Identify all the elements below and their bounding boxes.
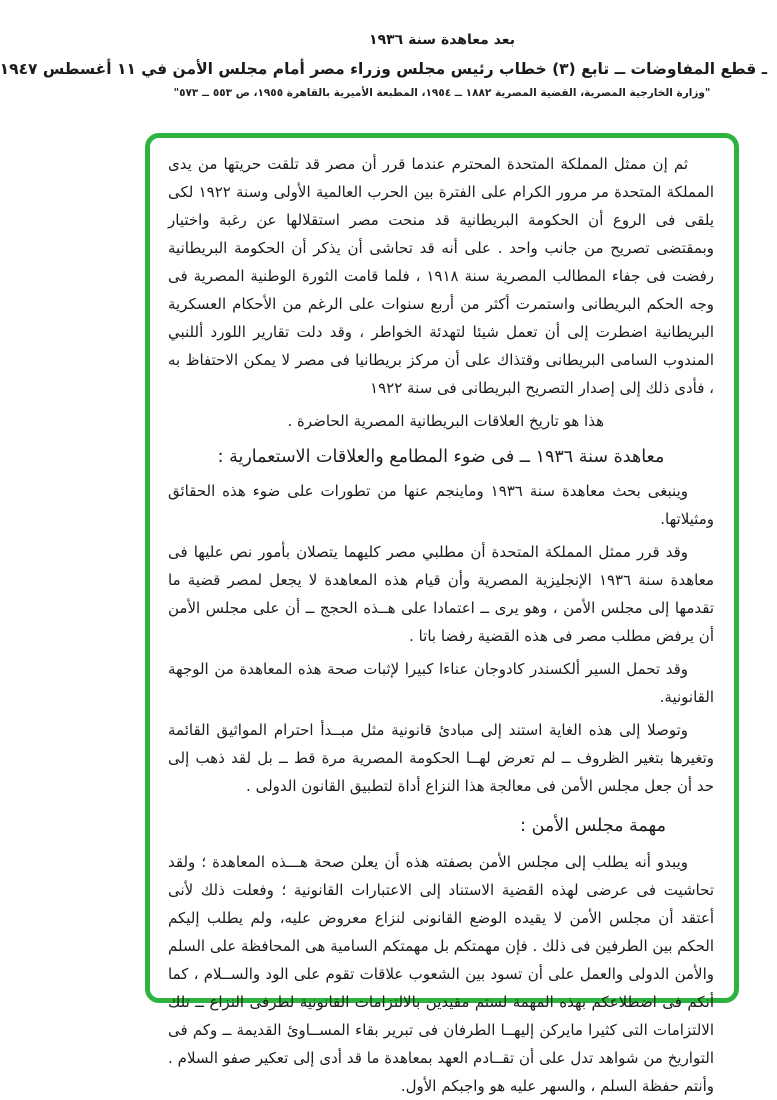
header-source-citation: "وزارة الخارجية المصرية، القضية المصرية ١٨٨٢ ــ ١٩٥٤، المطبعة الأميرية بالقاهرة ١٩٥٥، ص ٥٥٣ ــ ٥٧٣" [173,87,711,99]
header-chapter-title: بعد معاهدة سنة ١٩٣٦ [369,32,515,48]
paragraph-history-of-relations: هذا هو تاريخ العلاقات البريطانية المصرية الحاضرة . [287,412,604,430]
paragraph-legal-principles: وتوصلا إلى هذه الغاية استند إلى مبادئ قانونية مثل مبــدأ احترام المواثيق القائمة وتغيرها بتغير الظروف ــ لم تعرض لهــا الحكومة المصرية مرة قط ــ بل لقد ذهب إلى حد أن جعل مجلس الأمن فى معالجة هذا النزاع أداة لتطبيق القانون الدولى . [168,721,714,795]
paragraph-uk-representative-claim: ثم إن ممثل المملكة المتحدة المحترم عندما قرر أن مصر قد تلقت حريتها من يدى المملكة المتحدة مر مرور الكرام على الفترة بين الحرب العالمية الأولى وسنة ١٩٢٢ لكى يلقى فى الروع أن الحكومة البريطانية قد منحت مصر استقلالها عن رغبة واختيار وبمقتضى تصريح من جانب واحد . على أنه قد تحاشى أن يذكر أن الحكومة البريطانية رفضت فى جفاء المطالب المصرية سنة ١٩١٨ ، فلما قامت الثورة الوطنية المصرية فى وجه الحكم البريطانى واستمرت أكثر من أربع سنوات على الرغم من الأحكام العسكرية البريطانية اضطرت إلى أن تعمل شيئا لتهدئة الخواطر ، وقد دلت تقارير اللورد أللنبي المندوب السامى البريطانى وقتذاك على أن مركز بريطانيا فى مصر لا يمكن الاحتفاظ به ، فأدى ذلك إلى إصدار التصريح البريطانى فى سنة ١٩٢٢ [168,155,715,397]
green-highlight-frame [145,133,739,1095]
paragraph-cadogan-effort: وقد تحمل السير ألكسندر كادوجان عناءا كبيرا لإثبات صحة هذه المعاهدة من الوجهة القانونية. [168,660,714,706]
document-header [0,32,767,99]
section-heading-treaty-1936: معاهدة سنة ١٩٣٦ ــ فى ضوء المطامع والعلاقات الاستعمارية : [217,447,665,467]
header-document-title: ـ قطع المفاوضات ــ تابع (٣) خطاب رئيس مجلس وزراء مصر أمام مجلس الأمن في ١١ أغسطس ١٩٤٧ [0,60,767,78]
paragraph-treaty-examination: وينبغى بحث معاهدة سنة ١٩٣٦ وماينجم عنها من تطورات على ضوء هذه الحقائق ومثيلاتها. [168,482,714,528]
paragraph-uk-argument-treaty: وقد قرر ممثل المملكة المتحدة أن مطلبي مصر كليهما يتصلان بأمور نص عليها فى معاهدة سنة ١٩٣٦ الإنجليزية المصرية وأن قيام هذه المعاهدة لا يجعل لمصر قضية ما تقدمها إلى مجلس الأمن ، وهو يرى ــ اعتمادا على هــذه الحجج ــ أن على مجلس الأمن أن يرفض مطلب مصر فى هذه القضية رفضا باتا . [168,543,714,645]
paragraph-council-duty: ويبدو أنه يطلب إلى مجلس الأمن بصفته هذه أن يعلن صحة هـــذه المعاهدة ؛ ولقد تحاشيت فى عرضى لهذه القضية الاستناد إلى الاعتبارات القانونية ؛ وفعلت ذلك لأنى أعتقد أن مجلس الأمن لا يقيده الوضع القانونى لنزاع معروض عليه، ولم يطلب إليكم الحكم بين الطرفين فى ذلك . فإن مهمتكم بل مهمتكم السامية هى المحافظة على السلم والأمن الدولى والعمل على أن تسود بين الشعوب علاقات تقوم على الود والســلام ، كما أنكم فى اضطلاعكم بهذه المهمة لستم مقيدين بالالتزامات القانونية لطرفى النزاع ــ تلك الالتزامات التى كثيرا مايركن إليهــا الطرفان فى تبرير بقاء المســاوئ القديمة ــ وكم فى التواريخ من شواهد تدل على أن تقــادم العهد بمعاهدة ما قد أدى إلى تعكير صفو السلام . وأنتم حفظة السلم ، والسهر عليه هو واجبكم الأول. [168,853,714,1095]
section-heading-security-council-mission: مهمة مجلس الأمن : [520,816,666,836]
